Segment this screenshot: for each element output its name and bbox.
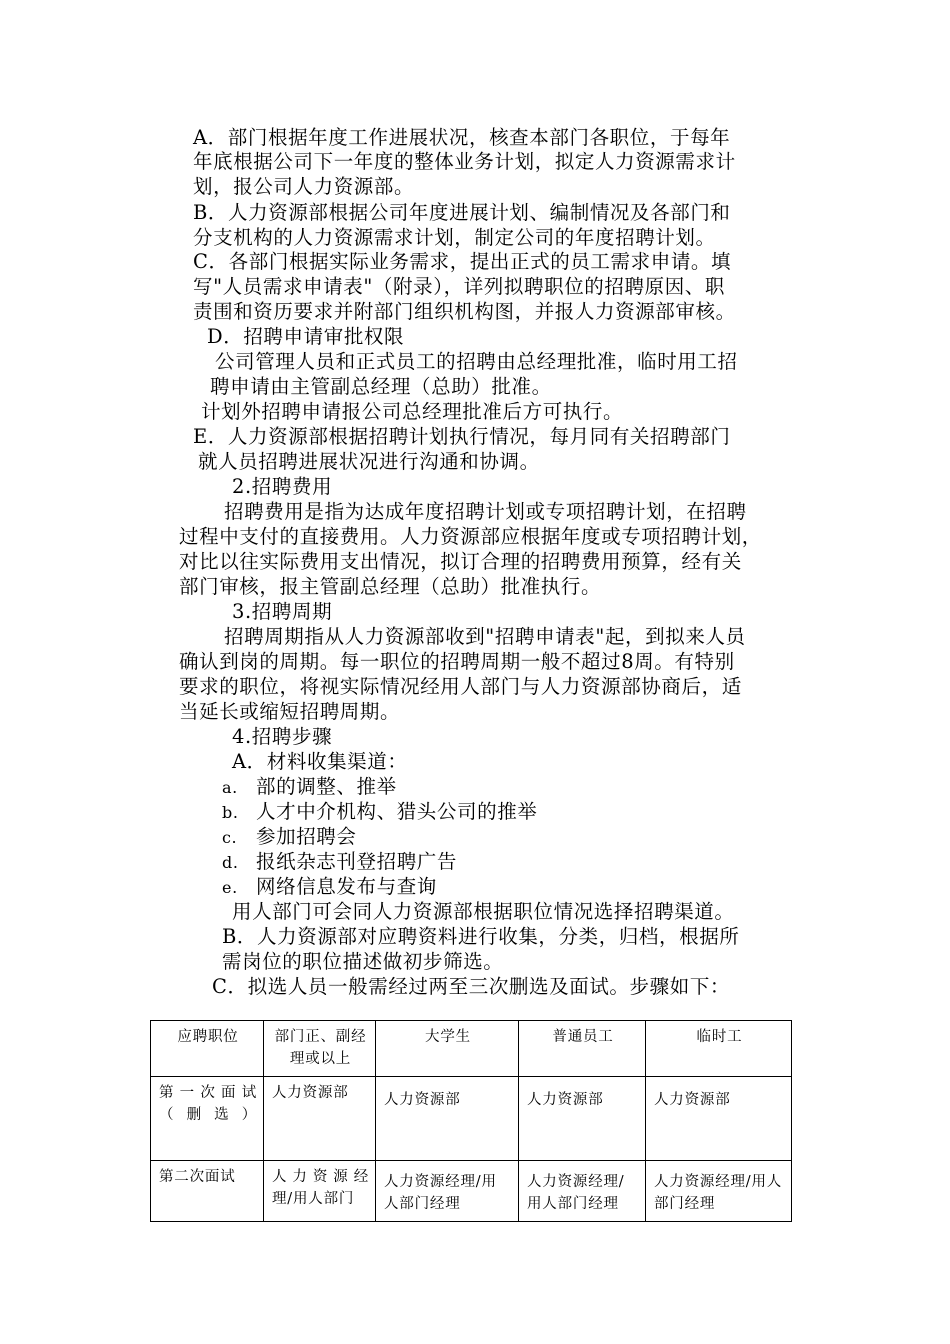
table-cell: 人力资源经理/用人部门 <box>264 1161 376 1222</box>
list-item <box>222 825 357 850</box>
para-b-line1: B．人力资源部根据公司年度进展计划、编制情况及各部门和 <box>193 201 731 224</box>
list-item <box>222 875 437 900</box>
section-2-line2: 过程中支付的直接费用。人力资源部应根据年度或专项招聘计划， <box>179 525 762 548</box>
table-cell: 人力资源部 <box>376 1077 519 1161</box>
section-4-note: 用人部门可会同人力资源部根据职位情况选择招聘渠道。 <box>232 900 735 923</box>
section-2-line4: 部门审核，报主管副总经理（总助）批准执行。 <box>179 575 602 598</box>
para-e-line2: 就人员招聘进展状况进行沟通和协调。 <box>198 450 540 473</box>
table-cell: 人力资源经理/用人部门经理 <box>646 1161 792 1222</box>
list-text: 参加招聘会 <box>256 825 357 848</box>
list-marker: c. <box>222 828 238 847</box>
section-3-line3: 要求的职位，将视实际情况经用人部门与人力资源部协商后，适 <box>179 675 742 698</box>
para-b-line2: 分支机构的人力资源需求计划，制定公司的年度招聘计划。 <box>193 226 716 249</box>
header-cell: 大学生 <box>376 1021 519 1077</box>
table-cell: 人力资源部 <box>519 1077 646 1161</box>
list-marker: a. <box>222 778 238 797</box>
section-3-line2: 确认到岗的周期。每一职位的招聘周期一般不超过8周。有特别 <box>179 650 735 673</box>
list-item <box>222 775 397 800</box>
table-cell: 第一次面试（删选） <box>151 1077 264 1161</box>
para-c-line1: C．各部门根据实际业务需求，提出正式的员工需求申请。填 <box>193 250 732 273</box>
para-c-line2: 写"人员需求申请表"（附录），详列拟聘职位的招聘原因、职 <box>193 275 725 298</box>
table-cell: 人力资源部 <box>264 1077 376 1161</box>
table-cell: 第二次面试 <box>151 1161 264 1222</box>
list-text: 人才中介机构、猎头公司的推举 <box>256 800 538 823</box>
header-cell: 普通员工 <box>519 1021 646 1077</box>
list-marker: d. <box>222 853 239 872</box>
para-a-line3: 划，报公司人力资源部。 <box>193 175 415 198</box>
section-3-line1: 招聘周期指从人力资源部收到"招聘申请表"起，到拟来人员 <box>224 625 746 648</box>
list-text: 部的调整、推举 <box>256 775 397 798</box>
list-marker: b. <box>222 803 239 822</box>
para-a-line1: A．部门根据年度工作进展状况，核查本部门各职位，于每年 <box>193 126 731 149</box>
section-4-item-c: C．拟选人员一般需经过两至三次删选及面试。步骤如下： <box>212 975 731 998</box>
list-item <box>222 850 457 875</box>
header-cell: 部门正、副经理或以上 <box>264 1021 376 1077</box>
para-d-heading: D．招聘申请审批权限 <box>207 325 405 348</box>
section-4-item-b-line2: 需岗位的职位描述做初步筛选。 <box>222 950 504 973</box>
para-d-line2: 公司管理人员和正式员工的招聘由总经理批准，临时用工招 <box>215 350 738 373</box>
table-cell: 人力资源经理/用人部门经理 <box>519 1161 646 1222</box>
header-cell: 应聘职位 <box>151 1021 264 1077</box>
table-row <box>151 1077 792 1161</box>
section-4-title: 4.招聘步骤 <box>232 725 333 748</box>
para-e-line1: E．人力资源部根据招聘计划执行情况，每月同有关招聘部门 <box>193 425 731 448</box>
list-text: 网络信息发布与查询 <box>256 875 437 898</box>
para-d-line4: 计划外招聘申请报公司总经理批准后方可执行。 <box>201 400 624 423</box>
para-d-line3: 聘申请由主管副总经理（总助）批准。 <box>210 375 552 398</box>
section-3-line4: 当延长或缩短招聘周期。 <box>179 700 401 723</box>
section-4-item-a: A．材料收集渠道： <box>232 750 408 773</box>
table-header-row <box>151 1021 792 1077</box>
table-cell: 人力资源经理/用人部门经理 <box>376 1161 519 1222</box>
section-2-line3: 对比以往实际费用支出情况，拟订合理的招聘费用预算，经有关 <box>179 550 742 573</box>
section-4-item-b-line1: B．人力资源部对应聘资料进行收集，分类，归档，根据所 <box>222 925 740 948</box>
interview-table <box>150 1020 792 1222</box>
section-2-line1: 招聘费用是指为达成年度招聘计划或专项招聘计划，在招聘 <box>224 500 747 523</box>
table-cell: 人力资源部 <box>646 1077 792 1161</box>
list-text: 报纸杂志刊登招聘广告 <box>256 850 458 873</box>
section-2-title: 2.招聘费用 <box>232 475 333 498</box>
section-3-title: 3.招聘周期 <box>232 600 333 623</box>
list-marker: e. <box>222 878 238 897</box>
para-a-line2: 年底根据公司下一年度的整体业务计划，拟定人力资源需求计 <box>193 150 736 173</box>
para-c-line3: 责围和资历要求并附部门组织机构图，并报人力资源部审核。 <box>193 300 736 323</box>
list-item <box>222 800 537 825</box>
header-cell: 临时工 <box>646 1021 792 1077</box>
table-row <box>151 1161 792 1222</box>
